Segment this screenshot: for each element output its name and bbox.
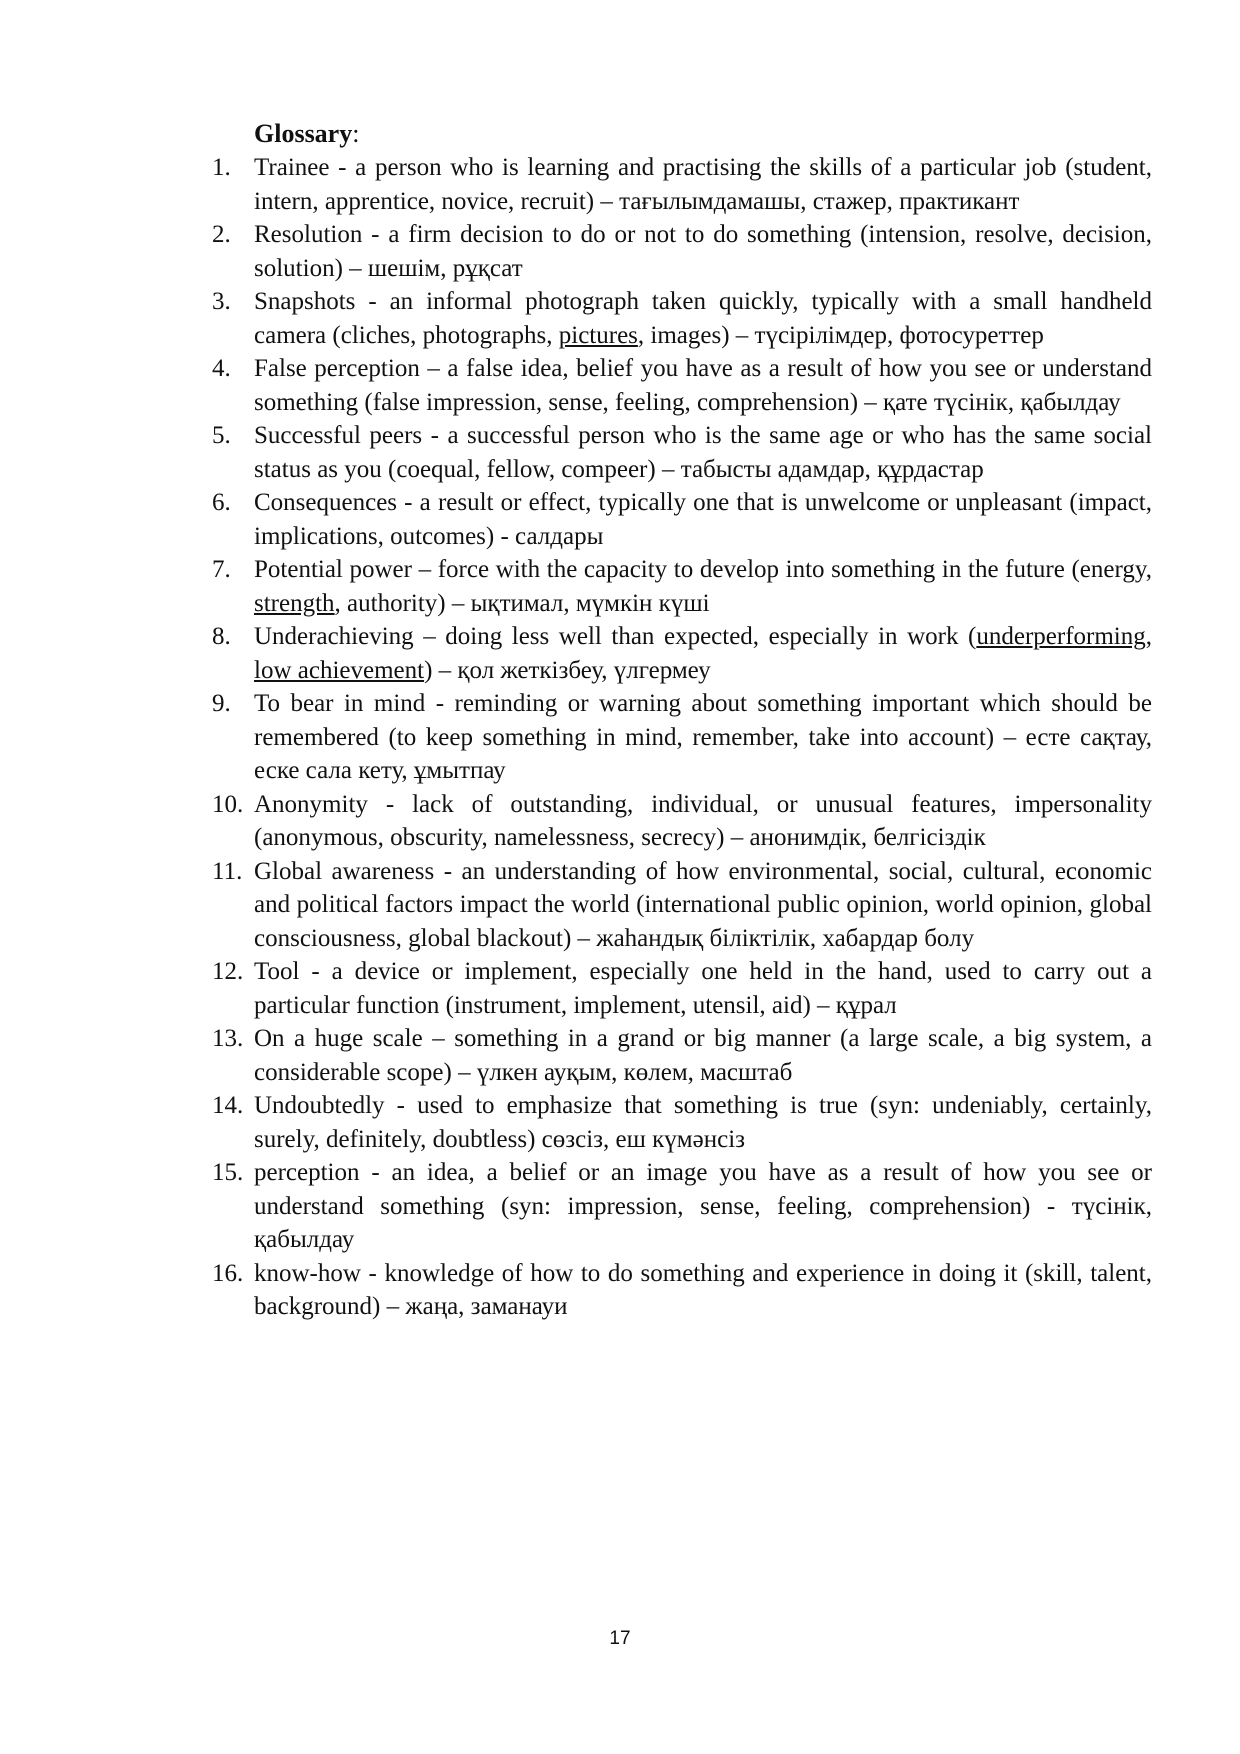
item-text-start: Underachieving – doing less well than expected, especially in work ( xyxy=(254,623,977,650)
underlined-term: strength xyxy=(254,589,335,617)
item-text: Trainee - a person who is learning and practising the skills of a particular job (student, intern, apprentice, novice, recruit) – тағылымдамашы, стажер, практикант xyxy=(254,154,1152,215)
item-text: Consequences - a result or effect, typically one that is unwelcome or unpleasant (impact, implications, outcomes) - салдары xyxy=(254,489,1152,550)
glossary-item xyxy=(212,1089,1152,1156)
glossary-item xyxy=(212,218,1152,285)
underlined-term: underperforming xyxy=(976,623,1146,650)
item-number: 8. xyxy=(212,623,231,650)
item-text-start: Snapshots - an informal photograph taken quickly, typically with a small handheld camera (cliches, photographs, xyxy=(254,288,1152,349)
glossary-item xyxy=(212,1156,1152,1257)
glossary-item xyxy=(212,1257,1152,1324)
item-text-start: Potential power – force with the capacity to develop into something in the future (energy, xyxy=(254,556,1152,583)
item-number: 6. xyxy=(212,489,231,516)
item-text: Global awareness - an understanding of how environmental, social, cultural, economic and political factors impact the world (international public opinion, world opinion, global consciousness, global blackout) – жаһандық біліктілік, хабардар болу xyxy=(254,857,1152,952)
glossary-item xyxy=(212,419,1152,486)
item-number: 11. xyxy=(212,857,243,885)
item-text-middle: , xyxy=(1145,623,1152,650)
item-number: 1. xyxy=(212,154,231,181)
item-text: On a huge scale – something in a grand or big manner (a large scale, a big system, a considerable scope) – үлкен ауқым, көлем, масштаб xyxy=(254,1025,1152,1086)
item-text: Successful peers - a successful person who is the same age or who has the same social status as you (coequal, fellow, compeer) – табысты адамдар, құрдастар xyxy=(254,422,1152,483)
glossary-item xyxy=(212,955,1152,1022)
item-text: Anonymity - lack of outstanding, individual, or unusual features, impersonality (anonymous, obscurity, namelessness, secrecy) – анонимдік, белгісіздік xyxy=(254,790,1152,851)
item-text-end: ) – қол жеткізбеу, үлгермеу xyxy=(424,656,711,684)
item-number: 13. xyxy=(212,1025,244,1052)
item-text: know-how - knowledge of how to do something and experience in doing it (skill, talent, background) – жаңа, заманауи xyxy=(254,1259,1152,1320)
glossary-item xyxy=(212,352,1152,419)
item-text: To bear in mind - reminding or warning about something important which should be remembered (to keep something in mind, remember, take into account) – есте сақтау, еске сала кету, ұмытпау xyxy=(254,690,1152,784)
glossary-item xyxy=(212,486,1152,553)
glossary-item xyxy=(212,1022,1152,1089)
item-text: Resolution - a firm decision to do or not to do something (intension, resolve, decision, solution) – шешім, рұқсат xyxy=(254,221,1152,282)
glossary-item xyxy=(212,620,1152,687)
item-number: 7. xyxy=(212,556,231,583)
glossary-item xyxy=(212,855,1152,956)
item-text: Undoubtedly - used to emphasize that something is true (syn: undeniably, certainly, surely, definitely, doubtless) сөзсіз, еш күмәнсіз xyxy=(254,1092,1152,1153)
glossary-list xyxy=(212,151,1152,1324)
heading-text: Glossary xyxy=(254,119,353,148)
item-text-end: , authority) – ықтимал, мүмкін күші xyxy=(334,589,710,617)
item-number: 4. xyxy=(212,355,231,382)
glossary-item xyxy=(212,788,1152,855)
glossary-item xyxy=(212,553,1152,620)
underlined-term: pictures xyxy=(558,321,638,349)
item-text: perception - an idea, a belief or an image you have as a result of how you see or understand something (syn: impression, sense, feeling, comprehension) - түсінік, қабылдау xyxy=(254,1159,1152,1253)
item-number: 14. xyxy=(212,1092,244,1119)
glossary-heading xyxy=(254,117,359,150)
item-number: 5. xyxy=(212,422,231,449)
heading-colon: : xyxy=(352,119,360,148)
item-number: 2. xyxy=(212,221,231,248)
item-number: 3. xyxy=(212,288,231,315)
glossary-item xyxy=(212,151,1152,218)
item-text-end: , images) – түсірілімдер, фотосуреттер xyxy=(637,321,1044,349)
page-number: 17 xyxy=(609,1628,631,1649)
item-number: 12. xyxy=(212,958,244,985)
underlined-term: low achievement xyxy=(254,656,425,684)
glossary-item xyxy=(212,687,1152,788)
item-number: 15. xyxy=(212,1159,244,1186)
item-number: 9. xyxy=(212,690,231,717)
item-text: Tool - a device or implement, especially one held in the hand, used to carry out a particular function (instrument, implement, utensil, aid) – құрал xyxy=(254,958,1152,1019)
item-number: 16. xyxy=(212,1259,244,1287)
glossary-item xyxy=(212,285,1152,352)
item-number: 10. xyxy=(212,790,244,818)
item-text: False perception – a false idea, belief you have as a result of how you see or understand something (false impression, sense, feeling, comprehension) – қате түсінік, қабылдау xyxy=(254,355,1152,416)
